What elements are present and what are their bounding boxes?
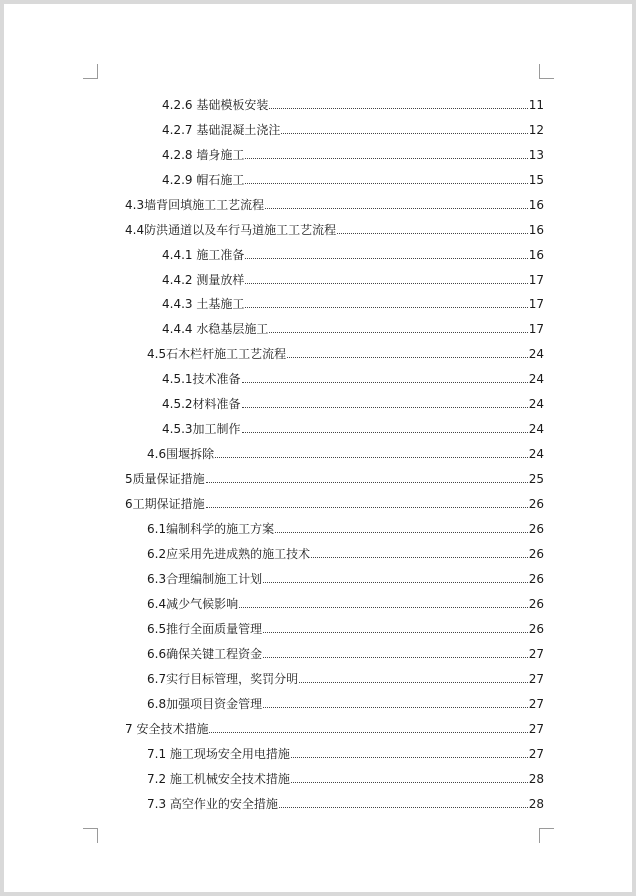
toc-title: 4.2.9 帽石施工: [162, 173, 245, 187]
toc-page: 24: [528, 347, 544, 361]
toc-entry[interactable]: [162, 171, 544, 187]
toc-page: 26: [528, 597, 544, 611]
toc-title: 4.6围堰拆除: [147, 447, 215, 461]
toc-title: 4.4.2 测量放样: [162, 273, 245, 287]
toc-title: 6.1编制科学的施工方案: [147, 522, 275, 536]
toc-page: 17: [528, 273, 544, 287]
toc-entry[interactable]: [125, 495, 544, 511]
toc-entry[interactable]: [147, 795, 544, 811]
toc-leader: [279, 807, 528, 808]
toc-entry[interactable]: [162, 320, 544, 336]
toc-title: 4.2.8 墙身施工: [162, 148, 245, 162]
toc-entry[interactable]: [147, 745, 544, 761]
toc-entry[interactable]: [147, 620, 544, 636]
toc-page: 28: [528, 772, 544, 786]
toc-title: 4.5石木栏杆施工工艺流程: [147, 347, 287, 361]
toc-page: 28: [528, 797, 544, 811]
toc-leader: [263, 582, 528, 583]
toc-leader: [265, 208, 528, 209]
toc-leader: [206, 482, 528, 483]
toc-entry[interactable]: [125, 196, 544, 212]
toc-leader: [215, 457, 528, 458]
toc-entry[interactable]: [162, 271, 544, 287]
toc-entry[interactable]: [147, 645, 544, 661]
toc-leader: [311, 557, 528, 558]
toc-entry[interactable]: [147, 695, 544, 711]
toc-page: 24: [528, 447, 544, 461]
toc-leader: [299, 682, 528, 683]
toc-page: 12: [528, 123, 544, 137]
toc-leader: [245, 258, 527, 259]
toc-leader: [245, 307, 527, 308]
toc-title: 7.3 高空作业的安全措施: [147, 797, 278, 811]
toc-page: 25: [528, 472, 544, 486]
toc-leader: [242, 407, 528, 408]
toc-title: 6.6确保关键工程资金: [147, 647, 263, 661]
toc-page: 24: [528, 397, 544, 411]
toc-leader: [245, 283, 527, 284]
toc-leader: [239, 607, 528, 608]
toc-title: 6.3合理编制施工计划: [147, 572, 263, 586]
toc-entry[interactable]: [125, 720, 544, 736]
toc-page: 16: [528, 248, 544, 262]
toc-title: 4.3墙背回填施工工艺流程: [125, 198, 265, 212]
toc-leader: [269, 108, 527, 109]
toc-entry[interactable]: [147, 345, 544, 361]
toc-leader: [291, 782, 528, 783]
toc-page: 15: [528, 173, 544, 187]
toc-leader: [245, 183, 527, 184]
toc-title: 6.5推行全面质量管理: [147, 622, 263, 636]
toc-page: 27: [528, 647, 544, 661]
document-page: [4, 4, 632, 892]
toc-page: 26: [528, 522, 544, 536]
toc-entry[interactable]: [162, 246, 544, 262]
toc-entry[interactable]: [147, 570, 544, 586]
toc-page: 11: [528, 98, 544, 112]
toc-entry[interactable]: [147, 770, 544, 786]
toc-leader: [245, 158, 527, 159]
toc-page: 17: [528, 322, 544, 336]
toc-entry[interactable]: [162, 420, 544, 436]
toc-title: 7 安全技术措施: [125, 722, 209, 736]
toc-title: 6.2应采用先进成熟的施工技术: [147, 547, 311, 561]
toc-entry[interactable]: [147, 545, 544, 561]
toc-page: 26: [528, 622, 544, 636]
toc-title: 7.2 施工机械安全技术措施: [147, 772, 290, 786]
toc-title: 6.4减少气候影响: [147, 597, 239, 611]
toc-entry[interactable]: [125, 470, 544, 486]
toc-entry[interactable]: [147, 595, 544, 611]
toc-title: 4.5.2材料准备: [162, 397, 241, 411]
toc-leader: [263, 632, 528, 633]
toc-entry[interactable]: [162, 96, 544, 112]
toc-title: 4.2.7 基础混凝土浇注: [162, 123, 281, 137]
toc-page: 27: [528, 697, 544, 711]
toc-entry[interactable]: [147, 520, 544, 536]
toc-title: 5质量保证措施: [125, 472, 205, 486]
toc-title: 4.4.3 土基施工: [162, 297, 245, 311]
toc-page: 13: [528, 148, 544, 162]
toc-leader: [281, 133, 527, 134]
toc-leader: [269, 332, 527, 333]
toc-page: 26: [528, 572, 544, 586]
toc-page: 27: [528, 747, 544, 761]
toc-leader: [287, 357, 528, 358]
toc-title: 4.5.1技术准备: [162, 372, 241, 386]
toc-leader: [209, 732, 527, 733]
toc-page: 16: [528, 223, 544, 237]
table-of-contents: [4, 4, 632, 892]
toc-page: 26: [528, 497, 544, 511]
toc-leader: [242, 382, 528, 383]
toc-page: 27: [528, 672, 544, 686]
toc-title: 6.8加强项目资金管理: [147, 697, 263, 711]
toc-leader: [337, 233, 528, 234]
toc-entry[interactable]: [147, 445, 544, 461]
toc-leader: [263, 707, 528, 708]
toc-page: 16: [528, 198, 544, 212]
toc-entry[interactable]: [162, 395, 544, 411]
toc-entry[interactable]: [125, 221, 544, 237]
toc-entry[interactable]: [147, 670, 544, 686]
toc-entry[interactable]: [162, 146, 544, 162]
toc-entry[interactable]: [162, 370, 544, 386]
toc-page: 24: [528, 422, 544, 436]
toc-title: 6.7实行目标管理，奖罚分明: [147, 672, 299, 686]
toc-title: 4.4防洪通道以及车行马道施工工艺流程: [125, 223, 337, 237]
toc-entry[interactable]: [162, 295, 544, 311]
toc-title: 4.4.4 水稳基层施工: [162, 322, 269, 336]
toc-title: 4.5.3加工制作: [162, 422, 241, 436]
toc-page: 17: [528, 297, 544, 311]
toc-leader: [291, 757, 528, 758]
toc-leader: [206, 507, 528, 508]
toc-leader: [275, 532, 528, 533]
toc-leader: [263, 657, 528, 658]
toc-page: 24: [528, 372, 544, 386]
toc-entry[interactable]: [162, 121, 544, 137]
toc-page: 26: [528, 547, 544, 561]
toc-leader: [242, 432, 528, 433]
toc-title: 7.1 施工现场安全用电措施: [147, 747, 290, 761]
toc-title: 6工期保证措施: [125, 497, 205, 511]
toc-title: 4.2.6 基础模板安装: [162, 98, 269, 112]
toc-title: 4.4.1 施工准备: [162, 248, 245, 262]
toc-page: 27: [528, 722, 544, 736]
